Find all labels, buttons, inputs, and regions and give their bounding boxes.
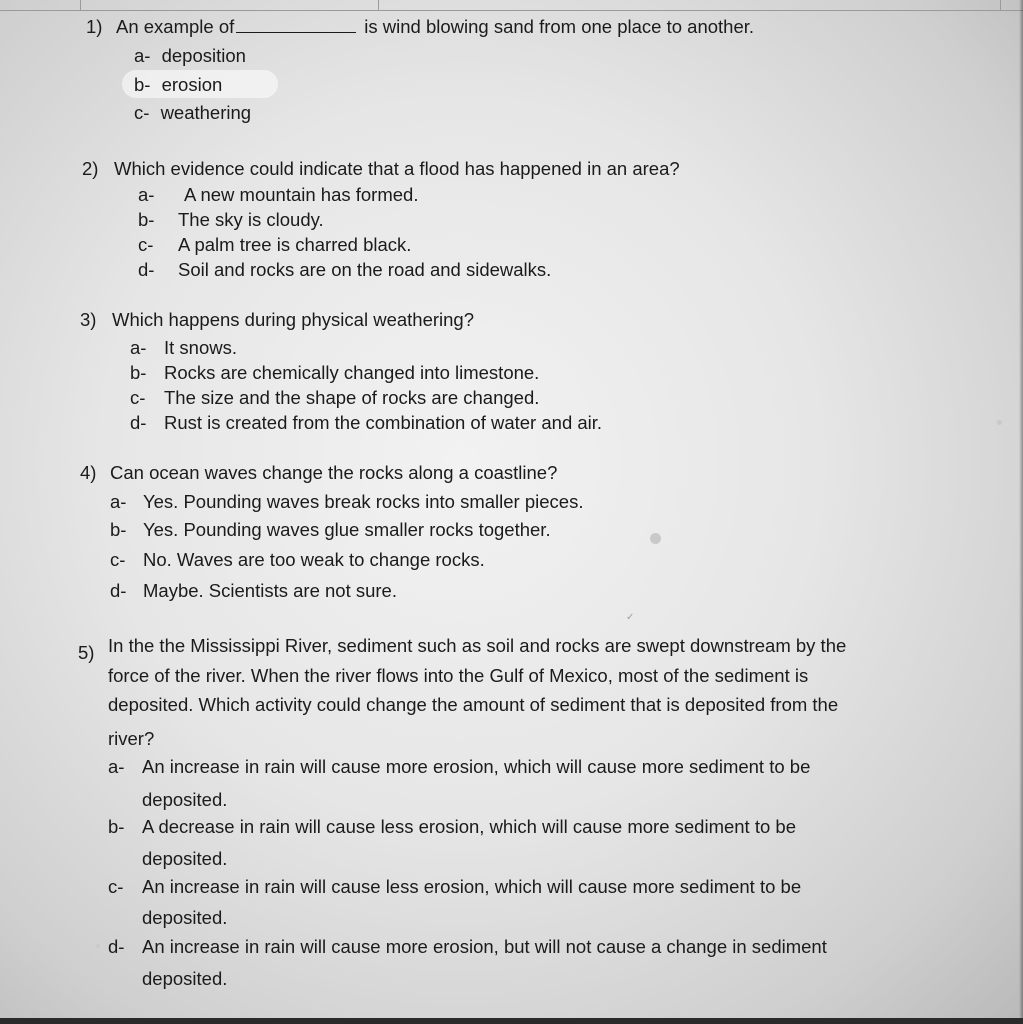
question-3-number: 3) xyxy=(80,309,97,330)
table-top-border xyxy=(0,0,1023,12)
fill-in-blank xyxy=(236,16,356,33)
question-1-number: 1) xyxy=(86,16,103,37)
option-text: No. Waves are too weak to change rocks. xyxy=(143,549,485,570)
option-text: A new mountain has formed. xyxy=(184,184,419,205)
q5-option-b xyxy=(108,816,796,838)
option-letter: a- xyxy=(108,756,125,777)
question-2-number: 2) xyxy=(82,158,99,179)
option-text: A decrease in rain will cause less erosion, which will cause more sediment to be xyxy=(142,816,796,837)
option-letter: b- xyxy=(134,74,151,95)
option-text: Rocks are chemically changed into limestone. xyxy=(164,362,540,383)
option-text: weathering xyxy=(160,102,252,123)
option-letter: b- xyxy=(138,209,155,230)
option-letter: c- xyxy=(130,387,146,408)
smudge-mark xyxy=(650,533,661,544)
question-1-stem-before: An example of xyxy=(116,16,235,37)
option-text: It snows. xyxy=(164,337,237,358)
option-letter: c- xyxy=(108,876,124,897)
q5-option-c xyxy=(108,876,802,898)
photo-edge-shadow xyxy=(1019,0,1023,1024)
option-text: The sky is cloudy. xyxy=(178,209,324,230)
question-1-stem xyxy=(116,16,754,38)
q1-option-b xyxy=(134,74,222,96)
q3-option-d xyxy=(130,412,603,434)
option-text: Rust is created from the combination of water and air. xyxy=(164,412,603,433)
question-5-stem-line-1: In the the Mississippi River, sediment such as soil and rocks are swept downstream by the xyxy=(108,635,847,656)
option-text: An increase in rain will cause less erosion, which will cause more sediment to be xyxy=(142,876,802,897)
option-text: Soil and rocks are on the road and sidewalks. xyxy=(178,259,552,280)
option-letter: c- xyxy=(110,549,126,570)
q2-option-d xyxy=(138,259,552,281)
q4-option-c xyxy=(110,549,485,571)
q1-option-a xyxy=(134,45,246,67)
option-letter: d- xyxy=(130,412,147,433)
question-5-stem-line-4: river? xyxy=(108,728,155,749)
q5-option-a xyxy=(108,756,811,778)
q4-option-a xyxy=(110,491,584,513)
pencil-mark: ✓ xyxy=(626,612,635,623)
option-letter: a- xyxy=(130,337,147,358)
smudge-mark xyxy=(997,420,1002,425)
q3-option-b xyxy=(130,362,540,384)
option-letter: c- xyxy=(138,234,154,255)
q5-option-c-cont: deposited. xyxy=(142,907,228,928)
option-letter: d- xyxy=(110,580,127,601)
option-letter: d- xyxy=(138,259,155,280)
q2-option-b xyxy=(138,209,324,231)
option-text: An increase in rain will cause more erosion, which will cause more sediment to be xyxy=(142,756,811,777)
option-letter: a- xyxy=(134,45,151,66)
q2-option-c xyxy=(138,234,412,256)
q4-option-b xyxy=(110,519,551,541)
q4-option-d xyxy=(110,580,397,602)
option-text: Yes. Pounding waves glue smaller rocks together. xyxy=(143,519,551,540)
photo-bottom-edge xyxy=(0,1018,1023,1024)
option-text: Yes. Pounding waves break rocks into smaller pieces. xyxy=(143,491,584,512)
option-text: erosion xyxy=(161,74,223,95)
question-5-stem-line-2: force of the river. When the river flows into the Gulf of Mexico, most of the sediment is xyxy=(108,665,809,686)
q5-option-d xyxy=(108,936,827,958)
option-text: Maybe. Scientists are not sure. xyxy=(143,580,397,601)
option-letter: b- xyxy=(130,362,147,383)
q3-option-c xyxy=(130,387,540,409)
question-2-stem: Which evidence could indicate that a flood has happened in an area? xyxy=(114,158,680,179)
question-3-stem: Which happens during physical weathering? xyxy=(112,309,474,330)
option-text: An increase in rain will cause more erosion, but will not cause a change in sediment xyxy=(142,936,827,957)
option-letter: a- xyxy=(138,184,155,205)
option-text: The size and the shape of rocks are changed. xyxy=(164,387,540,408)
q1-option-c xyxy=(134,102,251,124)
question-5-number: 5) xyxy=(78,642,95,663)
option-text: deposition xyxy=(161,45,246,66)
question-4-stem: Can ocean waves change the rocks along a coastline? xyxy=(110,462,558,483)
question-1-stem-after: is wind blowing sand from one place to another. xyxy=(364,16,755,37)
q5-option-b-cont: deposited. xyxy=(142,848,228,869)
question-4-number: 4) xyxy=(80,462,97,483)
option-letter: a- xyxy=(110,491,127,512)
question-5-stem-line-3: deposited. Which activity could change the amount of sediment that is deposited from the xyxy=(108,694,839,715)
q5-option-a-cont: deposited. xyxy=(142,789,228,810)
q3-option-a xyxy=(130,337,237,359)
q5-option-d-cont: deposited. xyxy=(142,968,228,989)
smudge-mark xyxy=(96,944,100,948)
option-letter: b- xyxy=(108,816,125,837)
option-letter: b- xyxy=(110,519,127,540)
option-letter: d- xyxy=(108,936,125,957)
option-text: A palm tree is charred black. xyxy=(178,234,412,255)
option-letter: c- xyxy=(134,102,150,123)
q2-option-a xyxy=(138,184,419,206)
